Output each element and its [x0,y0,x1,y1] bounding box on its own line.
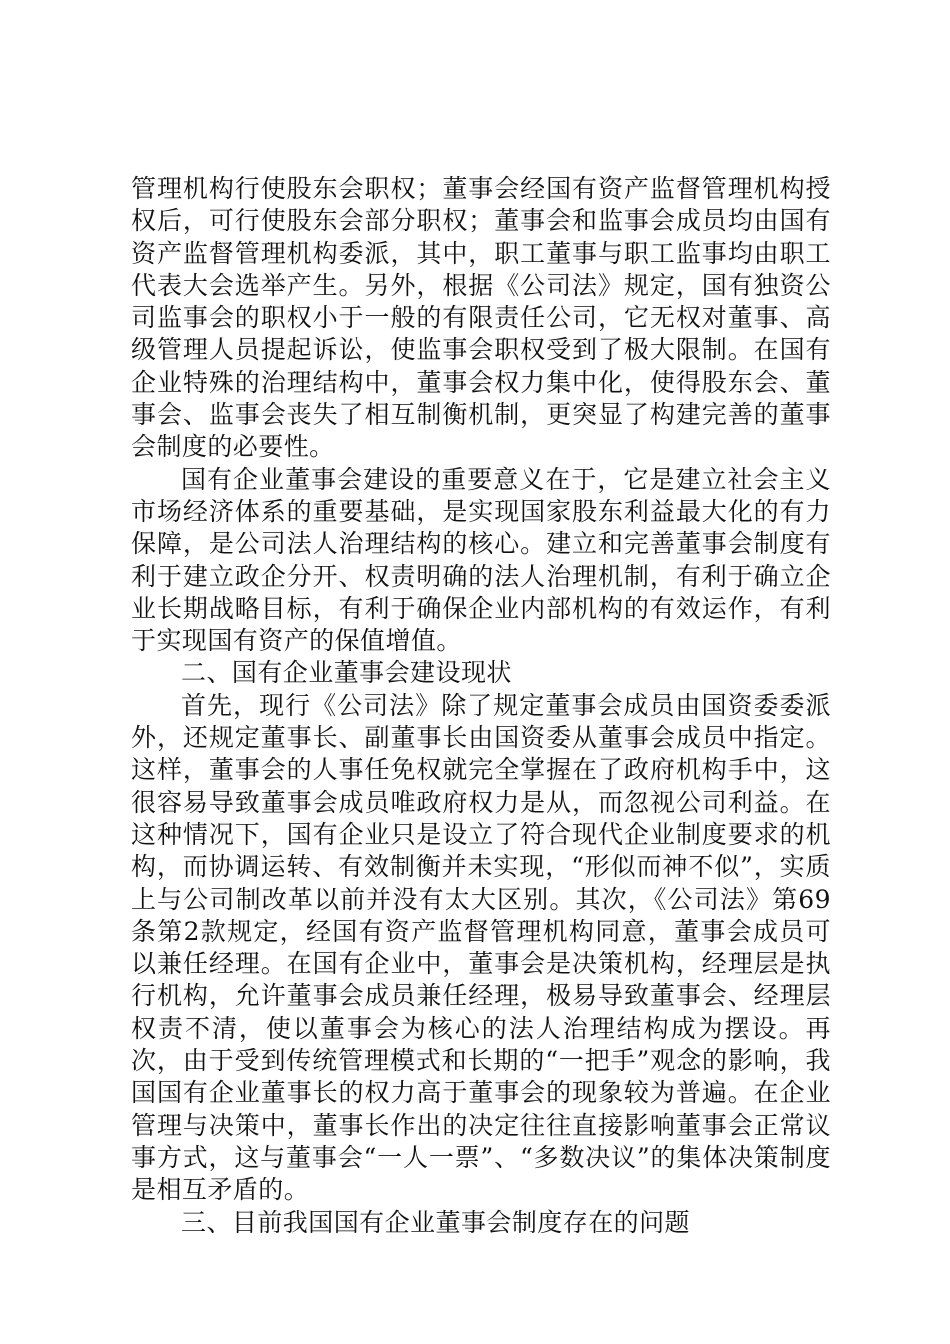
section-heading-current-status: 二、国有企业董事会建设现状 [181,658,512,688]
document-body [131,173,831,1239]
paragraph-continued-governance: 管理机构行使股东会职权；董事会经国有资产监督管理机构授权后，可行使股东会部分职权；董事会和监事会成员均由国有资产监督管理机构委派，其中，职工董事与职工监事均由职工代表大会选举产生。另外，根据《公司法》规定，国有独资公司监事会的职权小于一般的有限责任公司，它无权对董事、高级管理人员提起诉讼，使监事会职权受到了极大限制。在国有企业特殊的治理结构中，董事会权力集中化，使得股东会、董事会、监事会丧失了相互制衡机制，更突显了构建完善的董事会制度的必要性。 [131,174,831,462]
section-heading-problems: 三、目前我国国有企业董事会制度存在的问题 [181,1207,691,1237]
paragraph-current-status: 首先，现行《公司法》除了规定董事会成员由国资委委派外，还规定董事长、副董事长由国资委从董事会成员中指定。这样，董事会的人事任免权就完全掌握在了政府机构手中，这很容易导致董事会成员唯政府权力是从，而忽视公司利益。在这种情况下，国有企业只是设立了符合现代企业制度要求的机构，而协调运转、有效制衡并未实现，“形似而神不似”，实质上与公司制改革以前并没有太大区别。其次，《公司法》第69条第2款规定，经国有资产监督管理机构同意，董事会成员可以兼任经理。在国有企业中，董事会是决策机构，经理层是执行机构，允许董事会成员兼任经理，极易导致董事会、经理层权责不清，使以董事会为核心的法人治理结构成为摆设。再次，由于受到传统管理模式和长期的“一把手”观念的影响，我国国有企业董事长的权力高于董事会的现象较为普遍。在企业管理与决策中，董事长作出的决定往往直接影响董事会正常议事方式，这与董事会“一人一票”、“多数决议”的集体决策制度是相互矛盾的。 [131,690,831,1205]
paragraph-board-significance: 国有企业董事会建设的重要意义在于，它是建立社会主义市场经济体系的重要基础，是实现国家股东利益最大化的有力保障，是公司法人治理结构的核心。建立和完善董事会制度有利于建立政企分开、权责明确的法人治理机制，有利于确立企业长期战略目标，有利于确保企业内部机构的有效运作，有利于实现国有资产的保值增值。 [131,464,831,656]
